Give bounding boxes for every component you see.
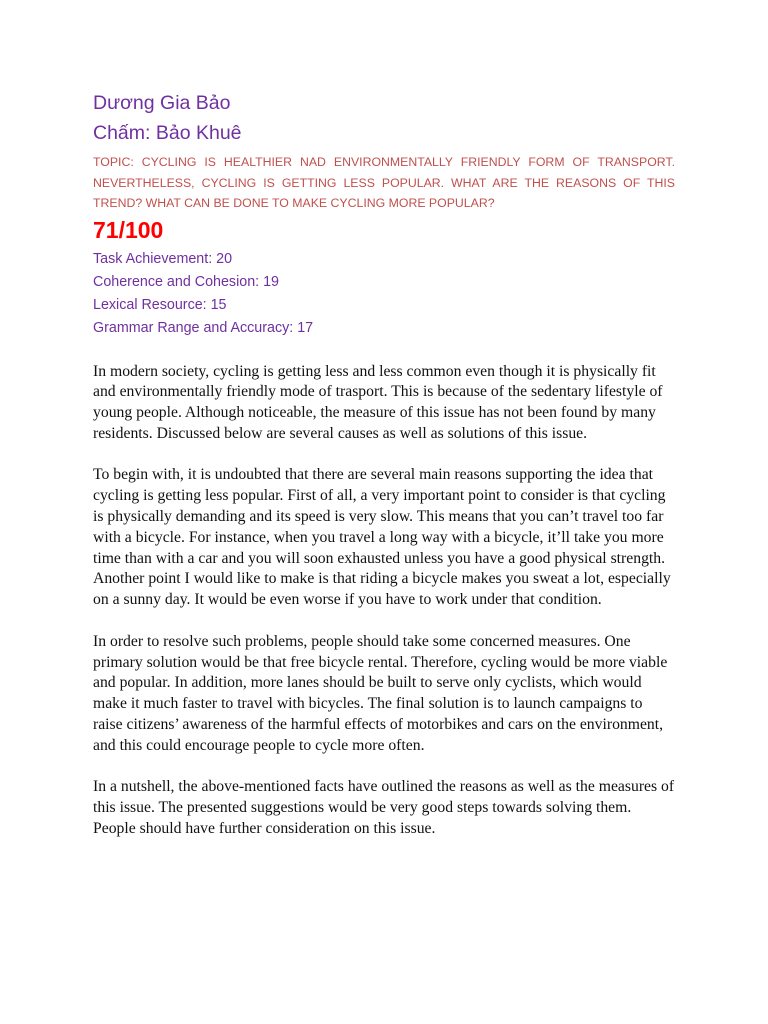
criterion-task-achievement: Task Achievement: 20 [93,250,233,267]
essay-paragraph-solutions: In order to resolve such problems, people should take some concerned measures. One primary solution would be that free bicycle rental. Therefore, cycling would be more viable and popular. In addition, more lanes should be built to serve only cyclists, which would make it much faster to travel with bicycles. The final solution is to launch campaigns to raise citizens’ awareness of the harmful effects of motorbikes and cars on the environment, and this could encourage people to cycle more often. [93,632,668,754]
essay-topic: TOPIC: CYCLING IS HEALTHIER NAD ENVIRONMENTALLY FRIENDLY FORM OF TRANSPORT. NEVERTHELESS, CYCLING IS GETTING LESS POPULAR. WHAT ARE THE REASONS OF THIS TREND? WHAT CAN BE DONE TO MAKE CYCLING MORE POPULAR? [93,155,675,210]
grader-name: Chấm: Bảo Khuê [93,122,242,144]
document-page [93,88,675,861]
criterion-coherence-cohesion: Coherence and Cohesion: 19 [93,273,279,290]
criterion-grammar-range: Grammar Range and Accuracy: 17 [93,319,314,336]
total-score: 71/100 [93,216,164,243]
essay-paragraph-conclusion: In a nutshell, the above-mentioned facts have outlined the reasons as well as the measures of this issue. The presented suggestions would be very good steps towards solving them. People should have further consideration on this issue. [93,778,675,838]
criterion-lexical-resource: Lexical Resource: 15 [93,296,227,313]
essay-paragraph-reasons: To begin with, it is undoubted that there are several main reasons supporting the idea that cycling is getting less popular. First of all, a very important point to consider is that cycling is physically demanding and its speed is very slow. This means that you can’t travel too far with a bicycle. For instance, when you travel a long way with a bicycle, it’ll take you more time than with a car and you will soon exhausted unless you have a good physical strength. Another point I would like to make is that riding a bicycle makes you sweat a lot, especially on a sunny day. It would be even worse if you have to work under that condition. [93,466,671,609]
student-name: Dương Gia Bảo [93,92,231,114]
score-breakdown [93,248,675,340]
essay-body [93,362,675,840]
essay-paragraph-introduction: In modern society, cycling is getting less and less common even though it is physically fit and environmentally friendly mode of trasport. This is because of the sedentary lifestyle of young people. Although noticeable, the measure of this issue has not been found by many residents. Discussed below are several causes as well as solutions of this issue. [93,362,663,442]
